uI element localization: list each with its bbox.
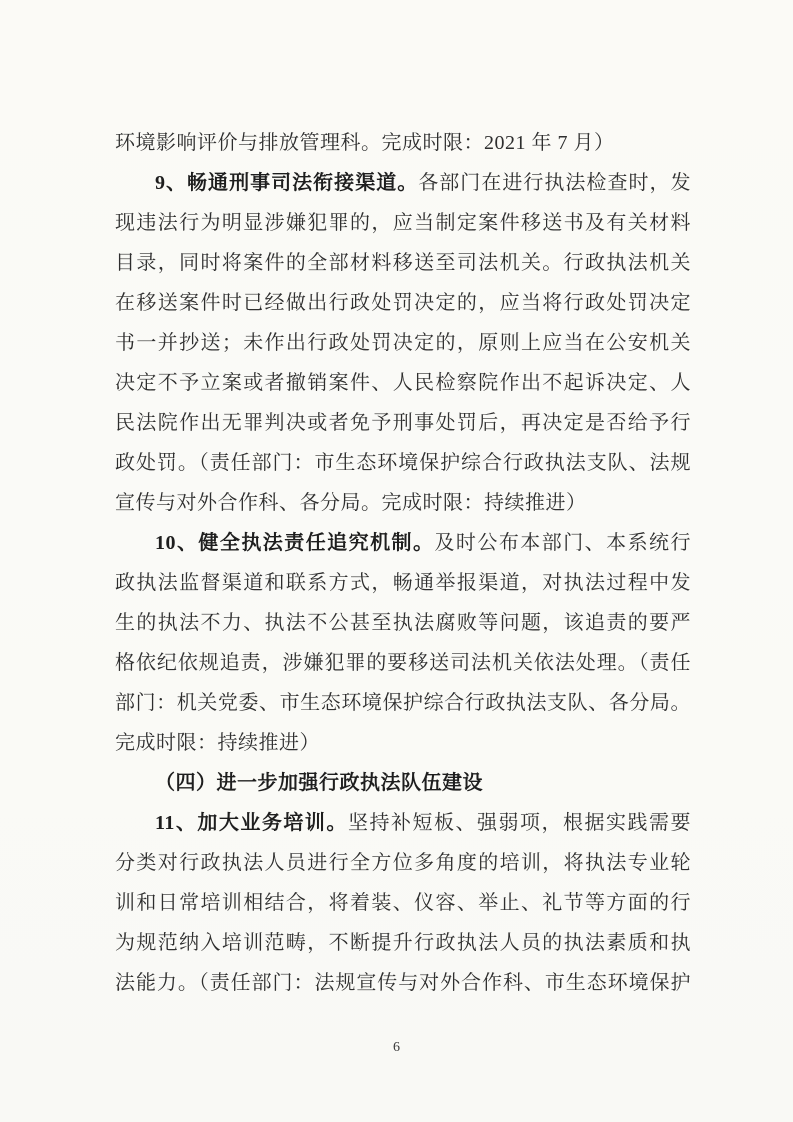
document-line <box>115 563 691 603</box>
document-line <box>115 523 691 563</box>
page-body-text <box>115 123 691 1003</box>
document-line <box>115 723 691 763</box>
body-text: 格依纪依规追责，涉嫌犯罪的要移送司法机关依法处理。（责任 <box>115 652 691 674</box>
body-text: 决定不予立案或者撤销案件、人民检察院作出不起诉决定、人 <box>115 372 691 394</box>
document-line <box>115 603 691 643</box>
bold-heading-text: 10、健全执法责任追究机制。 <box>155 532 435 554</box>
document-line <box>115 883 691 923</box>
document-line <box>115 803 691 843</box>
body-text: 目录，同时将案件的全部材料移送至司法机关。行政执法机关 <box>115 252 691 274</box>
body-text: 在移送案件时已经做出行政处罚决定的，应当将行政处罚决定 <box>115 292 691 314</box>
body-text: 民法院作出无罪判决或者免予刑事处罚后，再决定是否给予行 <box>115 412 691 434</box>
document-line <box>115 843 691 883</box>
body-text: 训和日常培训相结合，将着装、仪容、举止、礼节等方面的行 <box>115 892 691 914</box>
body-text: 完成时限：持续推进） <box>115 732 320 754</box>
document-line <box>115 163 691 203</box>
body-text: 为规范纳入培训范畴，不断提升行政执法人员的执法素质和执 <box>115 932 691 954</box>
document-line <box>115 323 691 363</box>
document-line <box>115 243 691 283</box>
body-text: 环境影响评价与排放管理科。完成时限：2021 年 7 月） <box>115 132 615 154</box>
document-line <box>115 923 691 963</box>
body-text: 法能力。（责任部门：法规宣传与对外合作科、市生态环境保护 <box>115 972 691 994</box>
document-line <box>115 443 691 483</box>
body-text: 分类对行政执法人员进行全方位多角度的培训，将执法专业轮 <box>115 852 691 874</box>
bold-heading-text: （四）进一步加强行政执法队伍建设 <box>155 772 483 794</box>
body-text: 宣传与对外合作科、各分局。完成时限：持续推进） <box>115 492 587 514</box>
document-line <box>115 363 691 403</box>
body-text: 部门：机关党委、市生态环境保护综合行政执法支队、各分局。 <box>115 692 691 714</box>
document-line <box>115 483 691 523</box>
body-text: 生的执法不力、执法不公甚至执法腐败等问题，该追责的要严 <box>115 612 691 634</box>
body-text: 政执法监督渠道和联系方式，畅通举报渠道，对执法过程中发 <box>115 572 691 594</box>
document-line <box>115 403 691 443</box>
body-text: 政处罚。（责任部门：市生态环境保护综合行政执法支队、法规 <box>115 452 691 474</box>
body-text: 现违法行为明显涉嫌犯罪的，应当制定案件移送书及有关材料 <box>115 212 691 234</box>
bold-heading-text: 11、加大业务培训。 <box>155 812 348 834</box>
body-text: 坚持补短板、强弱项，根据实践需要 <box>347 812 691 834</box>
document-line <box>115 643 691 683</box>
bold-heading-text: 9、畅通刑事司法衔接渠道。 <box>155 172 419 194</box>
document-line <box>115 123 691 163</box>
document-line <box>115 963 691 1003</box>
page-number: 6 <box>393 1040 400 1055</box>
body-text: 及时公布本部门、本系统行 <box>434 532 692 554</box>
document-line <box>115 283 691 323</box>
body-text: 各部门在进行执法检查时，发 <box>418 172 692 194</box>
document-line <box>115 203 691 243</box>
body-text: 书一并抄送；未作出行政处罚决定的，原则上应当在公安机关 <box>115 332 691 354</box>
document-line <box>115 683 691 723</box>
document-line <box>115 763 691 803</box>
